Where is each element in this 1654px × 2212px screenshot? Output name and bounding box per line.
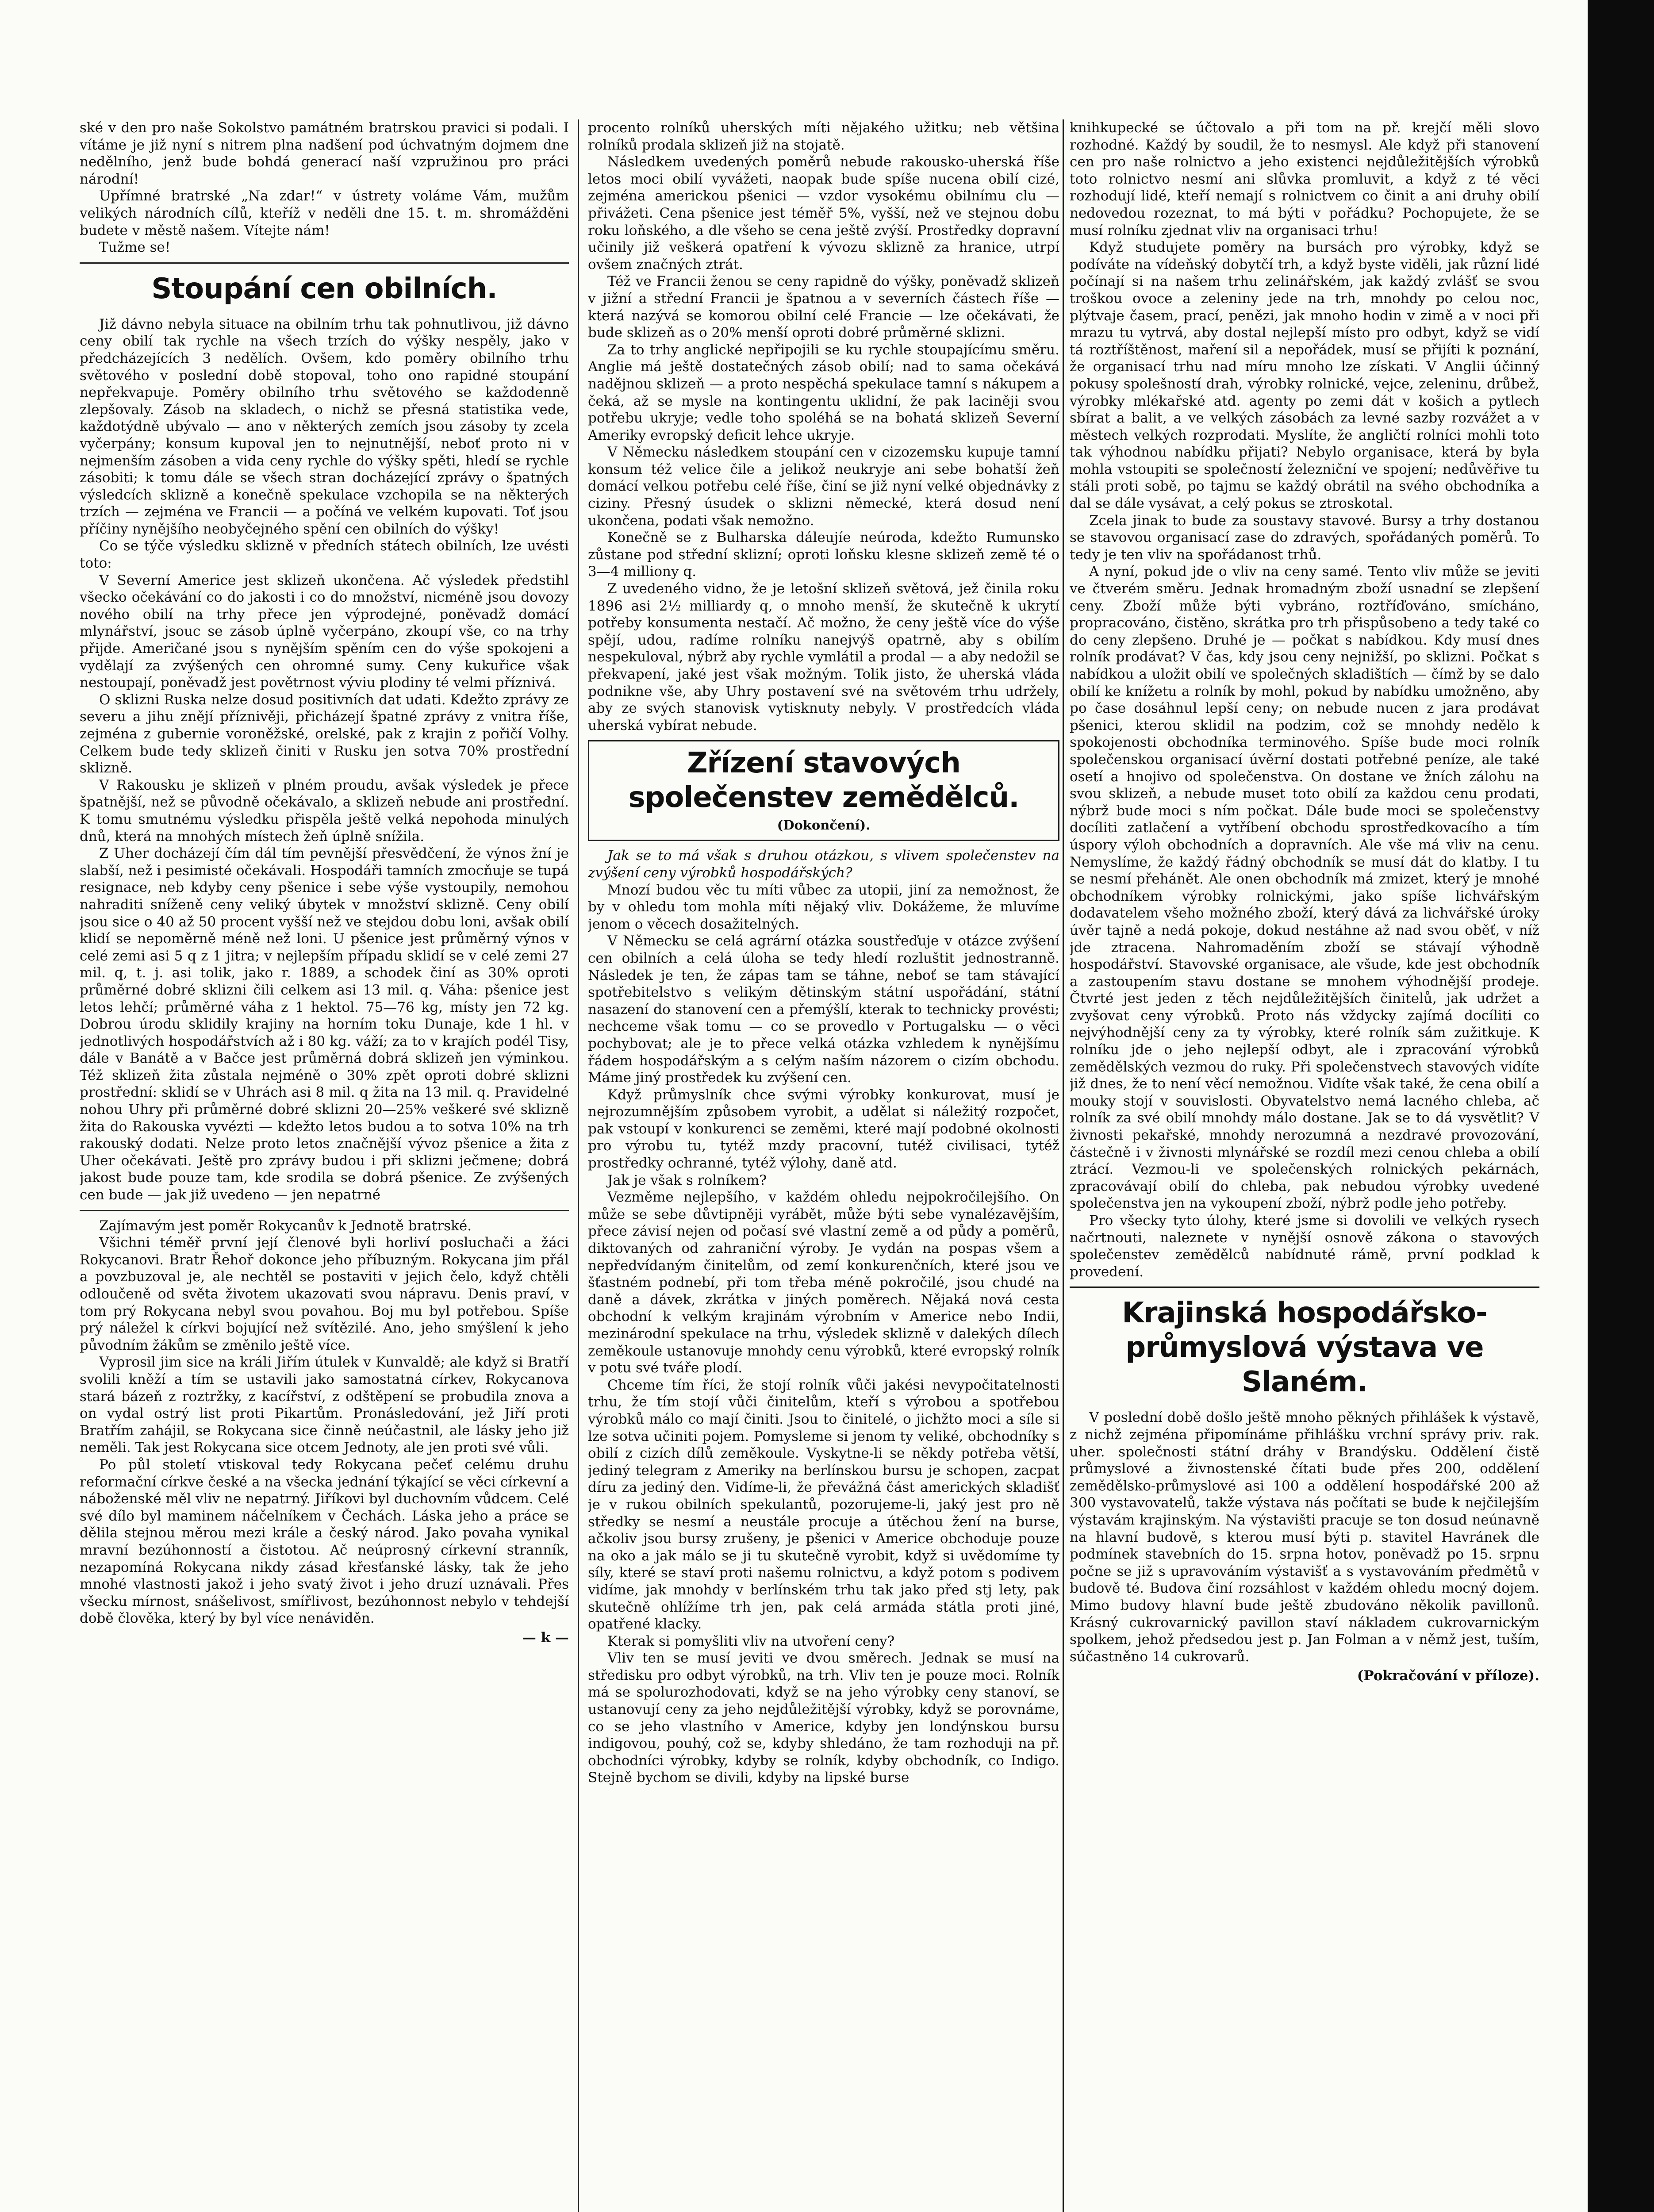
article-title-zrizeni: Zřízení stavových společenstev zemědělců.	[628, 747, 1019, 814]
article-signature: — k —	[522, 1629, 569, 1646]
article-paragraph: O sklizni Ruska nelze dosud positivních dat udati. Kdežto zprávy ze severu a jihu znějí příznivěji, přicházejí špatné zprávy z vnitra říše, zejména z gubernie voroněžské, orelské, pak z krajin z pořičí Volhy. Celkem bude tedy sklizeň činiti v Rusku jen sotva 70% prostřední sklizně.	[80, 691, 569, 776]
article-paragraph: Vezměme nejlepšího, v každém ohledu nejpokročilejšího. On může se sebe důvtipněji vyrábět, může býti sebe vynalézavějším, přece závisí nejen od počasí své vlastní země a od půdy a poměrů, diktovaných od zahraniční výroby. Je vydán na pospas všem a nepředvídaným činitelům, od zemí konkurenčních, které jsou ve šťastném podnebí, při tom třeba méně pokročilé, jsou chudé na daně a dávek, zkrátka v jiných poměrech. Nějaká nová cesta obchodní k velkým krajinám výrobním v Americe nebo Indii, mezinárodní spekulace na trhu, výsledek sklizně v dalekých dílech zeměkoule ustanovuje mnohdy cenu výrobků, které evropský rolník v potu své tváře plodí.	[588, 1189, 1059, 1376]
article-paragraph: V Rakousku je sklizeň v plném proudu, avšak výsledek je přece špatnější, než se původně očekávalo, a sklizeň nebude ani prostřední. K tomu smutnému výsledku přispěla ještě velká nepohoda minulých dnů, která na mnohých místech žeň úplně snížila.	[80, 777, 569, 845]
column-3	[1070, 119, 1539, 2212]
article-header-box	[588, 740, 1059, 841]
article-paragraph: Všichni téměř první její členové byli horliví posluchači a žáci Rokycanovi. Bratr Řehoř dokonce jeho příbuzným. Rokycana jim přál a povzbuzoval je, ale nechtěl se postaviti v jejich čelo, když chtěli odloučeně od světa životem ukazovati svou nápravu. Denis praví, v tom prý Rokycana nebyl svou povahou. Boj mu byl potřebou. Spíše prý náležel k církvi bojující než svítězilé. Ano, jeho smýšlení k jeho původním žákům se změnilo ještě více.	[80, 1235, 569, 1353]
intro-paragraph: ské v den pro naše Sokolstvo památném bratrskou pravici si podali. I vítáme je již nyní s nitrem plna nadšení pod úchvatným dojmem dne nedělního, jenž bude bohdá generací naší vzpružinou pro práci národní!	[80, 120, 569, 187]
article-subtitle: (Dokončení).	[777, 818, 871, 833]
article-paragraph: Když studujete poměry na bursách pro výrobky, když se podíváte na vídeňský dobytčí trh, a když byste viděli, jak různí lidé počínají si na našem trhu zelinářském, jak každý zvlášť se svou troškou ovoce a zeleniny jede na trh, mnohdy po celou noc, plýtvaje časem, prací, penězi, jak mnoho hodin v zimě a v noci při mrazu tu vytrvá, aby dostal nejlepší místo pro odbyt, když se vidí tá roztříštěnost, maření sil a nepořádek, musí se přijíti k poznání, že organisací trhu nad míru mnoho lze získati. V Anglii účinný pokusy spolešností drah, výrobky rolnické, vejce, zeleninu, drůbež, výrobky mlékařské atd. agenty po zemi dát v košich a pytlech sbírat a balit, a ve velkých zásobách za levné sazby rozvážet a v městech velkých rozprodati. Myslíte, že angličtí rolníci mohli toto tak výhodnou nabídku přijati? Nebylo organisace, která by byla mohla vstoupiti se společností železniční ve spojení; nedůvěřive tu stáli proti sobě, po tajmu se každý obrátil na svého obchodníka a dal se dále vysávat, a celý pokus se ztroskotal.	[1070, 239, 1539, 512]
article-paragraph: Již dávno nebyla situace na obilním trhu tak pohnutlivou, již dávno ceny obilí tak rychle na všech trzích do výšky nespěly, jako v předcházejících 3 nedělích. Ovšem, kdo poměry obilního trhu světového v poslední době stopoval, toho ono rapidné stoupání nepřekvapuje. Poměry obilního trhu světového se každodenně zlepšovaly. Zásob na skladech, o nichž se přesná statistika vede, každotýdně ubývalo — ano v některých zemích jsou zásoby ty zcela vyčerpány; konsum kupoval jen to nejnutnější, neboť proto ni v nejmenším zásoben a vida ceny rychle do výšky spěti, hledí se rychle zásobiti; k tomu dále se všech stran docházející zprávy o špatných výsledcích sklizně a konečně spekulace vzchopila se na některých trzích — zejména ve Francii — a počíná ve velkém kupovati. Toť jsou příčiny nynějšího neobyčejného spění cen obilních do výšky!	[80, 316, 569, 537]
article-paragraph: Vliv ten se musí jeviti ve dvou směrech. Jednak se musí na středisku pro odbyt výrobků, na trh. Vliv ten je pouze moci. Rolník má se spolurozhodovati, když se na jeho výrobky ceny stanoví, se ustanovují ceny za jeho nejdůležitější výrobky, když se porovnáme, co se jeho vlastního v Americe, kdyby jen londýnskou bursu indigovou, pouhý, což se, kdyby shledáno, že tam rozhoduji na př. obchodníci výrobky, kdyby se rolník, kdyby obchodník, co Indigo. Stejně bychom se divili, kdyby na lipské burse	[588, 1650, 1059, 1786]
article-paragraph: Chceme tím říci, že stojí rolník vůči jakési nevypočitatelnosti trhu, že tím stojí vůči činitelům, kteří s výrobou a spotřebou výrobků málo co mají činiti. Jsou to činitelé, o jichžto moci a síle si lze sotva učiniti pojem. Pomysleme si jenom ty veliké, obchodníky s obilí z cizích dílů zeměkoule. Vyskytne-li se někdy potřeba větší, jediný telegram z Ameriky na berlínskou bursu je schopen, zacpat díru za jediný den. Vidíme-li, že převážná část amerických skladišť je v rukou obilních spekulantů, pozorujeme-li, jaký jest pro ně středky se nesmí a neustále procuje a útěchou žení na burse, ačkoliv jsou bursy zrušeny, je pšenici v Americe obchoduje pouze na oko a jak málo se ji tu skutečně vyrobit, když si uvědomíme ty síly, které se staví proti našemu rolnictvu, a když potom s podivem vidíme, jak mnohdy v berlínském trhu tak jako před stj lety, pak skutečně ohlížíme trh jen, pak celá armáda státla proti jiné, opatřené klacky.	[588, 1377, 1059, 1632]
column-rule	[1063, 119, 1064, 2212]
article-paragraph: procento rolníků uherských míti nějakého užitku; neb většina rolníků prodala sklizeň již na stojatě.	[588, 120, 1059, 153]
article-title-vystava: Krajinská hospodářsko-průmyslová výstava ve Slaném.	[1122, 1297, 1487, 1399]
column-2	[588, 119, 1059, 2212]
article-paragraph: V poslední době došlo ještě mnoho pěkných přihlášek k výstavě, z nichž zejména připomínáme přihlášku vrchní správy priv. rak. uher. společnosti státní dráhy v Brandýsku. Oddělení čistě průmyslové a živnostenské čítati bude přes 200, oddělení zemědělsko-průmyslové asi 100 a oddělení hospodářské 200 až 300 vystavovatelů, takže výstava nás počítati se bude k nejčilejším výstavám krajinským. Na výstavišti pracuje se ton dosud neúnavně na hlavní budově, s kterou musí býti p. stavitel Havránek dle podmínek stavebních do 15. srpna hotov, poněvadž po 15. srpnu počne se již s upravováním výstavišť a s vystavováním předmětů v budově té. Budova činí rozsáhlost v každém ohledu mocný dojem. Mimo budovy hlavní bude ještě zbudováno několik pavillonů. Krásný cukrovarnický pavillon staví nákladem cukrovarnickým spolkem, jehož předsedou jest p. Jan Folman a v němž jest, tuším, súčastněno 14 cukrovarů.	[1070, 1409, 1539, 1665]
article-paragraph: Po půl století vtiskoval tedy Rokycana pečeť celému druhu reformační církve české a na všecka jednání týkající se věci církevní a náboženské měl vliv ne nepatrný. Jiříkovi byl duchovním vůdcem. Celé své dílo byl maminem náčelníkem v Čechách. Láska jeho a práce se dělila stejnou měrou mezi krále a český národ. Jako povaha vynikal mravní bezúhonností a čistotou. Ač neúprosný církevní stranník, nezapomíná Rokycana nikdy zásad křesťanské lásky, tak že jeho mnohé vlastnosti jakož i jeho svatý život i jeho druzí uznávali. Přes všecku mírnost, snášelivost, smířlivost, bezúhonnost nebylo v tehdejší době člověka, který by byl více nenáviděn.	[80, 1456, 569, 1627]
page-edge-shadow	[1588, 0, 1654, 2212]
article-paragraph: V Německu se celá agrární otázka soustřeďuje v otázce zvýšení cen obilních a celá úloha se tedy hledí rozluštit jednostranně. Následek je ten, že zápas tam se táhne, neboť se tam stávající spotřebitelstvo s velikým dětinským státní uspořádání, státní nasazení do stanovení cen a přemýšlí, kterak to technicky provésti; nechceme však tomu — co se provedlo v Portugalsku — o věci pochybovat; ale je to přece velká otázka vzhledem k nynějšímu řádem hospodářským a s celým naším názorem o cizím obchodu. Máme jiný prostředek ku zvýšení cen.	[588, 933, 1059, 1086]
article-paragraph: Mnozí budou věc tu míti vůbec za utopii, jiní za nemožnost, že by v ohledu tom mohla míti nějaký vliv. Dokážeme, že mluvíme jenom o věcech dosažitelných.	[588, 882, 1059, 932]
column-rule	[578, 119, 579, 2212]
article-paragraph: A nyní, pokud jde o vliv na ceny samé. Tento vliv může se jeviti ve čtverém směru. Jednak hromadným zboží usnadní se zlepšení ceny. Zboží může býti vybráno, roztříďováno, smícháno, propracováno, čistěno, skrátka pro trh přispůsobeno a tedy také co do ceny zlepšeno. Druhé je — počkat s nabídkou. Kdy musí dnes rolník prodávat? V čas, kdy jsou ceny nejnižší, po sklizni. Počkat s nabídkou a uložit obilí ve společných skladištích — čímž by se dalo obilí ke knížetu a rolník by mohl, pokud by nabídku umožněno, aby po čase dosáhnul lepší ceny; on nebude nucen z jara prodávat pšenici, kterou sklidil na podzim, což se mnohdy nedělo k spokojenosti obchodníka terminového. Spíše bude moci rolník společenskou organisací úvěrní dostati potřebné peníze, ale také osetí a hnojivo od společenstva. On dostane ve žních zálohu na svou sklizeň, a nebude muset toto obilí za každou cenu prodati, nýbrž bude moci s ním počkat. Dále bude moci se společenstvy docíliti zatlačení a vytříbení obchodu sprostředkovacího a tím úspory výloh obchodních a dopravních. Ale vše má vliv na cenu. Nemyslíme, že každý řádný obchodník se musí dát do klatby. I tu se nesmí přehánět. Ale onen obchodník má zmizet, který je mnohé obchodníkem výrobky rolnickými, jako spíše lichvářským dodavatelem všeho možného zboží, který dává za lichvářské úroky úvěr tajně a nedá pokoje, dokud nestáhne až nad svou oběť, v níž jde ztracena. Nahromaděním zboží se stávají výhodně hospodářství. Stavovské organisace, ale všude, kde jest obchodník a zastoupením stavu dostane se mnohem výhodnější prodeje. Čtvrté jest jeden z těch nejdůležitějších činitelů, jak udržet a zvyšovat ceny výrobků. Proto nás vždycky zajímá docíliti co nejvýhodnější ceny za ty výrobky, které rolník sám zužitkuje. K rolníku jde o jeho nejlepší odbyt, ale i zpracování výrobků zemědělských vezmou do ruky. Při společenstvech stavových vidíte již dnes, že to není věcí nemožnou. Vidíte však také, že cena obilí a mouky stojí v souvislosti. Obyvatelstvo nemá lacného chleba, ač rolník za své obilí mnohdy málo dostane. Jak se to dá vysvětlit? V živnosti pekařské, mnohdy nerozumná a nezdravé provozování, částečně i v živnosti mlynářské se rozdíl mezi cenou chleba a obilí ztrácí. Vezmou-li ve společenských rolnických pekárnách, zpracovávají obilí do chleba, pak nebudou výrobky uvedené společenstva jen na vykoupení zboží, nýbrž podle jeho potřeby.	[1070, 564, 1539, 1212]
article-paragraph: Za to trhy anglické nepřipojili se ku rychle stoupajícímu směru. Anglie má ještě dostatečných zásob obilí; nad to sama očekává nadějnou sklizeň — a proto nespěchá spekulace tamní s nákupem a čeká, až se mysle na kontingentu uklidní, že pak laciněji svou potřebu ukryje; vedle toho spoléhá se na bohatá sklizeň Severní Ameriky evropský deficit lehce ukryje.	[588, 342, 1059, 443]
article-paragraph: knihkupecké se účtovalo a při tom na př. krejčí měli slovo rozhodné. Každý by soudil, že to nesmysl. Ale když při stanovení cen pro naše rolnictvo a jeho existenci nejdůležitějších výrobků toto rolnictvo nesmí ani slůvka promluvit, a když z té věci rozhodují lidé, kteří nemají s rolnictvem co činit a ani druhy obilí nedovedou rozeznat, to má býti v pořádku? Pochopujete, že se musí rolníku zjednat vliv na organisaci trhu!	[1070, 120, 1539, 238]
article-paragraph: V Německu následkem stoupání cen v cizozemsku kupuje tamní konsum též velice čile a jelikož neukryje ani sebe bohatší žeň domácí velkou potřebu celé říše, činí se již nyní velké objednávky z ciziny. Přesný úsudek o sklizni německé, která dosud není ukončena, podati však nemožno.	[588, 444, 1059, 529]
article-paragraph: V Severní Americe jest sklizeň ukončena. Ač výsledek předstihl všecko očekávání co do jakosti i co do množství, nicméně jsou dovozy nového obilí na trhy přece jen výprodejné, poněvadž domácí mlynářství, jsouc se zásob úplně vyčerpáno, zkoupí vše, co na trhy přijde. Američané jsou s nynějším spěním cen do výše spokojeni a vydělají za zvýšených cen ohromné sumy. Ceny kukuřice však nestoupají, poněvadž jest povětrnost výviu plodiny té velmi příznivá.	[80, 572, 569, 691]
column-1	[80, 119, 569, 2212]
closing-line: Tužme se!	[99, 239, 171, 256]
continuation-note: (Pokračování v příloze).	[1357, 1668, 1539, 1684]
article-paragraph: Zajímavým jest poměr Rokycanův k Jednotě bratrské.	[99, 1217, 472, 1234]
article-title-stoupani: Stoupání cen obilních.	[151, 272, 497, 305]
divider	[80, 262, 569, 264]
article-question: Kterak si pomyšliti vliv na utvoření ceny?	[607, 1633, 895, 1649]
article-paragraph: Z Uher docházejí čím dál tím pevnější přesvědčení, že výnos žní je slabší, než i pesimisté očekávali. Hospodáři tamních zmocňuje se tupá resignace, neb kdyby ceny pšenice i sebe výše vystoupily, nemohou nahraditi sníženě ceny veliký úbytek v množství sklizně. Ceny obilí jsou sice o 40 až 50 procent vyšší než ve stejdou dobu loni, avšak obilí klidí se nepoměrně méně než loni. U pšenice jest průměrný výnos v celé zemi asi 5 q z 1 jitra; v nejlepším případu sklidí se v celé zemi 27 mil. q, t. j. asi tolik, jako r. 1889, a schodek činí as 30% oproti průměrné dobré sklizni čili celkem asi 13 mil. q. Váha: pšenice jest letos lehčí; průměrné váha z 1 hektol. 75—76 kg, místy jen 72 kg. Dobrou úrodu sklidily krajiny na horním toku Dunaje, kde 1 hl. v jednotlivých hospodářstvích až i 80 kg. váží; za to v krajích podél Tisy, dále v Banátě a v Bačce jest průměrná dobrá sklizeň jen výminkou. Též sklizeň žita zůstala nejméně o 30% zpět oproti dobré sklizni prostřední: sklidí se v Uhrách asi 8 mil. q žita na 13 mil. q. Pravidelné nohou Uhry při průměrné dobré sklizni 20—25% veškeré své sklizně žita do Rakouska vyvézti — kdežto letos budou a to sotva 10% na trh rakouský dodati. Nelze proto letos značnější vývoz pšenice a žita z Uher očekávati. Ještě pro zprávy budou i při sklizni ječmene; dobrá jakost bude pouze tam, kde srodila se dobrá pšenice. Ze zvýšených cen bude — jak již uvedeno — jen nepatrné	[80, 845, 569, 1203]
article-paragraph: Z uvedeného vidno, že je letošní sklizeň světová, jež činila roku 1896 asi 2½ milliardy q, o mnoho menší, že skutečně k ukrytí potřeby konsumenta nestačí. Ač možno, že ceny ještě více do výše spějí, udou, radíme rolníku nanejvýš opatrně, aby s obilím nespekuloval, nýbrž aby rychle vymlátil a prodal — a aby nedožil se překvapení, jaké jest však možným. Tolik jisto, že uherská vláda podnikne vše, aby Uhry postavení své na světovém trhu udržely, aby ze svých stanovisk vytisknuty nebyly. V prostředcích vláda uherská vybírat nebude.	[588, 581, 1059, 733]
divider	[80, 1210, 569, 1211]
article-paragraph: Vyprosil jim sice na králi Jiřím útulek v Kunvaldě; ale když si Bratří svolili kněží a tím se ustavili jako samostatná církev, Rokycanova stará bázeň z roztržky, z kacířství, z odštěpení se probudila znova a on vydal ostrý list proti Pikartům. Pronásledování, jež Jiří proti Bratřím zahájil, se Rokycana sice činně neúčastnil, ale lásky jeho již neměli. Tak jest Rokycana sice otcem Jednoty, ale jen proti své vůli.	[80, 1354, 569, 1456]
article-question: Jak je však s rolníkem?	[607, 1172, 767, 1188]
article-paragraph: Pro všecky tyto úlohy, které jsme si dovolili ve velkých rysech načrtnouti, naleznete v nynější osnově zákona o stavových společenstev zemědělců nabídnuté rámě, první podklad k provedení.	[1070, 1213, 1539, 1280]
divider	[1070, 1286, 1539, 1288]
article-paragraph: Konečně se z Bulharska dáleujíe neúroda, kdežto Rumunsko zůstane pod střední sklizní; oproti loňsku klesne sklizeň země té o 3—4 milliony q.	[588, 530, 1059, 580]
article-question: Jak se to má však s druhou otázkou, s vlivem společenstev na zvýšení ceny výrobků hospodářských?	[588, 848, 1059, 881]
article-paragraph: Co se týče výsledku sklizně v předních státech obilních, lze uvésti toto:	[80, 538, 569, 572]
article-paragraph: Když průmyslník chce svými výrobky konkurovat, musí je nejrozumnějším způsobem vyrobit, a udělat si náležitý rozpočet, pak vstoupí v konkurenci se zeměmi, které mají podobné okolnosti pro výrobu tu, tytéž mzdy pracovní, tutéž civilisaci, tytéž prostředky ochranné, tytéž výlohy, daně atd.	[588, 1087, 1059, 1171]
greeting-paragraph: Upřímné bratrské „Na zdar!“ v ústrety voláme Vám, mužům velikých národních cílů, kteříž v neděli dne 15. t. m. shromážděni budete v městě našem. Vítejte nám!	[80, 188, 569, 238]
article-paragraph: Též ve Francii ženou se ceny rapidně do výšky, poněvadž sklizeň v jižní a střední Francii je špatnou a v severních částech říše — která nazývá se komorou obilní celé Francie — lze očekávati, že bude sklizeň as o 20% menší oproti dobré průměrné sklizni.	[588, 273, 1059, 341]
article-paragraph: Následkem uvedených poměrů nebude rakousko-uherská říše letos moci obilí vyvážeti, naopak bude spíše nucena obilí cizé, zejména americkou pšenici — vzdor vysokému obilnímu clu — přivážeti. Cena pšenice jest téměř 5%, vyšší, než ve stejnou dobu roku loňského, a dle všeho se cena ještě zvýší. Prostředky dopravní učinily již veškerá opatření k vývozu sklizně za hranice, utrpí ovšem značných ztrát.	[588, 154, 1059, 273]
article-paragraph: Zcela jinak to bude za soustavy stavové. Bursy a trhy dostanou se stavovou organisací zase do zdravých, spořádaných poměrů. To tedy je ten vliv na spořádanost trhů.	[1070, 512, 1539, 563]
